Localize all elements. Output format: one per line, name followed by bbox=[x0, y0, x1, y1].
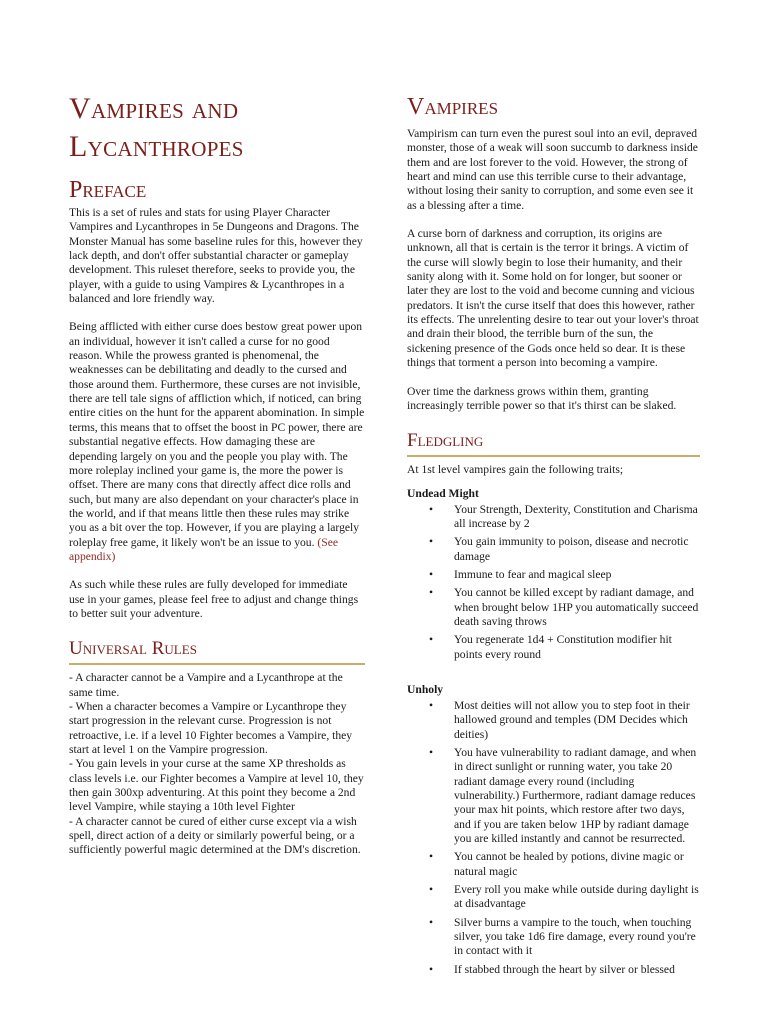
list-item bbox=[407, 916, 700, 959]
bullet-icon: • bbox=[429, 915, 434, 929]
bullet-icon: • bbox=[429, 586, 434, 600]
list-item-text: Immune to fear and magical sleep bbox=[454, 567, 612, 581]
bullet-icon: • bbox=[429, 883, 434, 897]
universal-rule: - A character cannot be a Vampire and a Lycanthrope at the same time. bbox=[69, 671, 343, 699]
bullet-icon: • bbox=[429, 535, 434, 549]
vampires-heading: Vampires bbox=[407, 94, 499, 120]
list-item-text: Most deities will not allow you to step foot in their hallowed ground and temples (DM Decides which deities) bbox=[454, 698, 690, 741]
vampires-paragraph-2: A curse born of darkness and corruption, its origins are unknown, all that is certain is the terror it brings. A victim of the curse will slowly begin to lose their humanity, and their sanity along with it. Some hold on for longer, but sooner or later they are lost to the void and become cunning and vicious predators. It isn't the curse itself that does this however, rather its effects. The unrelenting desire to tear out your lover's throat and drain their blood, the terrible burn of the sun, the sickening presence of the Gods once held so dear. It is these things that torment a person into becoming a vampire. bbox=[407, 227, 699, 370]
list-item-text: You have vulnerability to radiant damage, and when in direct sunlight or running water, you take 20 radiant damage every round (including vulnerability.) Furthermore, radiant damage reduces your max hit points, which restore after two days, and if you are taken below 1HP by radiant damage you are killed instantly and cannot be resurrected. bbox=[454, 746, 697, 846]
vampires-paragraph-1: Vampirism can turn even the purest soul into an evil, depraved monster, those of a weak will soon succumb to darkness inside them and are lost forever to the void. However, the strong of heart and mind can use this terrible curse to their advantage, without losing their sanity to corruption, and some even see it as a blessing after a time. bbox=[407, 127, 698, 212]
title-line-1: Vampires and bbox=[69, 92, 239, 125]
undead-might-list bbox=[407, 503, 700, 662]
list-item-text: Every roll you make while outside during daylight is at disadvantage bbox=[454, 883, 699, 911]
list-item bbox=[407, 586, 700, 629]
universal-rules-divider bbox=[69, 663, 365, 665]
list-item-text: Silver burns a vampire to the touch, when touching silver, you take 1d6 fire damage, every round you're in contact with it bbox=[454, 915, 696, 958]
list-item-text: You cannot be healed by potions, divine magic or natural magic bbox=[454, 850, 684, 878]
title-line-2: Lycanthropes bbox=[69, 130, 244, 163]
list-item bbox=[407, 568, 700, 582]
fledgling-intro: At 1st level vampires gain the following traits; bbox=[407, 463, 624, 477]
bullet-icon: • bbox=[429, 698, 434, 712]
appendix-link[interactable]: (See appendix) bbox=[69, 535, 339, 563]
bullet-icon: • bbox=[429, 633, 434, 647]
list-item-text: You cannot be killed except by radiant damage, and when brought below 1HP you automatically succeed death saving throws bbox=[454, 586, 699, 628]
universal-rule: - You gain levels in your curse at the same XP thresholds as class levels i.e. our Fighter becomes a Vampire at level 10, they then gain 300xp adventuring. At this point they become a 2nd level Vampire, while staying a 10th level Fighter bbox=[69, 757, 364, 814]
bullet-icon: • bbox=[429, 850, 434, 864]
list-item-text: You regenerate 1d4 + Constitution modifier hit points every round bbox=[454, 633, 672, 661]
universal-rules-list bbox=[69, 671, 365, 857]
list-item bbox=[407, 699, 700, 742]
list-item-text: Your Strength, Dexterity, Constitution and Charisma all increase by 2 bbox=[454, 502, 698, 530]
preface-paragraph-1: This is a set of rules and stats for using Player Character Vampires and Lycanthropes in 5e Dungeons and Dragons. The Monster Manual has some baseline rules for this, however they lack depth, and don't offer substantial character or gameplay development. This ruleset therefore, seeks to provide you, the player, with a guide to using Vampires & Lycanthropes in a balanced and lore friendly way. bbox=[69, 206, 363, 306]
bullet-icon: • bbox=[429, 746, 434, 759]
fledgling-heading: Fledgling bbox=[407, 430, 484, 452]
universal-rule: - A character cannot be cured of either curse except via a wish spell, direct action of a deity or similarly powerful being, or a sufficiently powerful magic determined at the DM's discretion. bbox=[69, 814, 361, 857]
left-column bbox=[69, 90, 365, 858]
list-item bbox=[407, 963, 700, 977]
list-item-text: If stabbed through the heart by silver or blessed bbox=[454, 962, 675, 976]
fledgling-divider bbox=[407, 455, 700, 457]
list-item-text: You gain immunity to poison, disease and necrotic damage bbox=[454, 535, 689, 563]
unholy-heading: Unholy bbox=[407, 682, 444, 696]
document-title bbox=[69, 90, 365, 166]
list-item bbox=[407, 850, 700, 879]
universal-rules-heading: Universal Rules bbox=[69, 638, 197, 660]
bullet-icon: • bbox=[429, 567, 434, 581]
bullet-icon: • bbox=[429, 502, 434, 516]
preface-heading: Preface bbox=[69, 177, 147, 203]
preface-paragraph-3: As such while these rules are fully developed for immediate use in your games, please feel free to adjust and change things to better suit your adventure. bbox=[69, 578, 359, 620]
list-item bbox=[407, 503, 700, 532]
unholy-list bbox=[407, 699, 700, 977]
list-item bbox=[407, 746, 700, 846]
list-item bbox=[407, 633, 700, 662]
preface-paragraph-2-text: Being afflicted with either curse does bestow great power upon an individual, however it isn't called a curse for no good reason. While the prowess granted is phenomenal, the weaknesses can be debilitating and deadly to the cursed and those around them. Furthermore, these curses are not invisible, there are tell tale signs of affliction which, if noticed, can bring entire cities on the hunt for the apparent abomination. In simple terms, this means that to offset the boost in PC power, there are substantial negative effects. How damaging these are depending largely on you and the people you play with. The more roleplay inclined your game is, the more the power is offset. There are many cons that directly affect dice rolls and such, but many are also dependant on your character's place in the world, and if that means little then these rules may strike you as a bit over the top. However, if you are playing a largely roleplay free game, it likely won't be an issue to you. bbox=[69, 320, 365, 549]
list-item bbox=[407, 883, 700, 912]
bullet-icon: • bbox=[429, 962, 434, 976]
universal-rule: - When a character becomes a Vampire or Lycanthrope they start progression in the relevant curse. Progression is not retroactive, i.e. if a level 10 Fighter becomes a Vampire, they start at level 1 on the Vampire progression. bbox=[69, 699, 353, 756]
right-column bbox=[407, 93, 700, 981]
preface-paragraph-2 bbox=[69, 320, 365, 564]
undead-might-heading: Undead Might bbox=[407, 486, 479, 500]
list-item bbox=[407, 535, 700, 564]
vampires-paragraph-3: Over time the darkness grows within them, granting increasingly terrible power so that it's thirst can be slaked. bbox=[407, 384, 677, 412]
